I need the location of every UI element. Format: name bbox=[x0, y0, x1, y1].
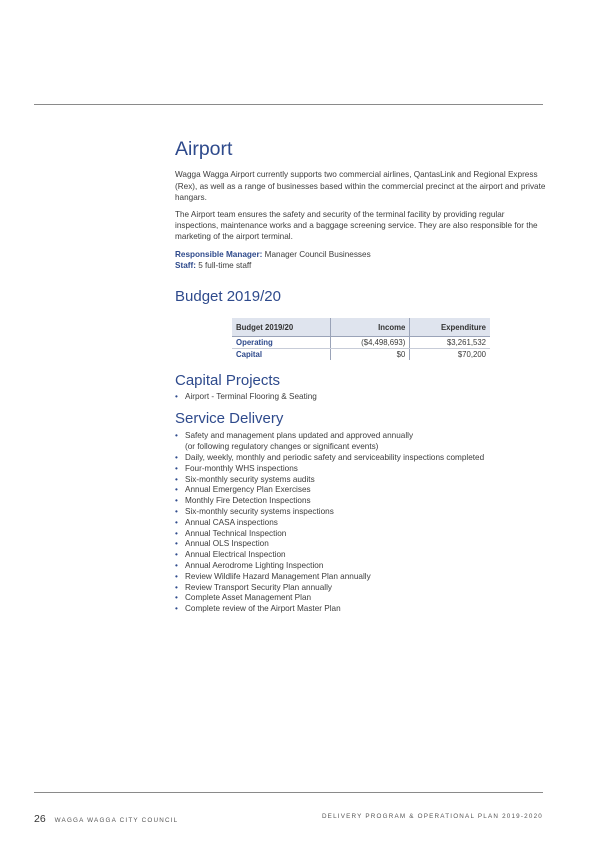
budget-row-income: $0 bbox=[330, 348, 410, 360]
list-item bbox=[175, 431, 547, 453]
service-delivery-list bbox=[175, 431, 547, 615]
budget-col-label: Budget 2019/20 bbox=[232, 318, 330, 337]
bottom-rule bbox=[34, 792, 543, 793]
responsible-manager-label: Responsible Manager: bbox=[175, 249, 263, 259]
list-item: • Review Wildlife Hazard Management Plan annually bbox=[175, 572, 547, 583]
budget-row-expenditure: $3,261,532 bbox=[410, 336, 490, 348]
responsible-manager-line bbox=[175, 249, 547, 260]
budget-table-header-row bbox=[232, 318, 490, 337]
budget-row-label: Capital bbox=[236, 349, 262, 359]
list-item-continuation: (or following regulatory changes or significant events) bbox=[185, 442, 379, 452]
list-item: • Airport - Terminal Flooring & Seating bbox=[175, 392, 547, 403]
list-item-text: Safety and management plans updated and approved annually bbox=[185, 431, 414, 441]
list-item: • Four-monthly WHS inspections bbox=[175, 464, 547, 475]
list-item: • Annual Emergency Plan Exercises bbox=[175, 485, 547, 496]
intro-paragraph-2: The Airport team ensures the safety and security of the terminal facility by providing regular inspections, maintenance works and a baggage screening service. They are also responsible for the marketing of the airport terminal. bbox=[175, 210, 538, 242]
staff-line bbox=[175, 260, 547, 271]
budget-heading: Budget 2019/20 bbox=[175, 287, 281, 305]
list-item: • Annual Aerodrome Lighting Inspection bbox=[175, 561, 547, 572]
page-title: Airport bbox=[175, 138, 233, 160]
responsible-manager-value: Manager Council Businesses bbox=[264, 249, 371, 259]
main-content bbox=[175, 138, 547, 615]
list-item: • Complete review of the Airport Master Plan bbox=[175, 604, 547, 615]
budget-col-expenditure: Expenditure bbox=[410, 318, 490, 337]
list-item: • Annual Technical Inspection bbox=[175, 529, 547, 540]
capital-projects-heading: Capital Projects bbox=[175, 371, 281, 389]
footer-document-title: DELIVERY PROGRAM & OPERATIONAL PLAN 2019-2020 bbox=[321, 813, 543, 820]
budget-row-income: ($4,498,693) bbox=[330, 336, 410, 348]
top-rule bbox=[34, 104, 543, 105]
intro-paragraph-1: Wagga Wagga Airport currently supports two commercial airlines, QantasLink and Regional Express (Rex), as well as a range of businesses based within the commercial precinct at the airport and private hangars. bbox=[175, 170, 546, 202]
capital-projects-list bbox=[175, 392, 547, 403]
list-item: • Daily, weekly, monthly and periodic safety and serviceability inspections completed bbox=[175, 453, 547, 464]
list-item: • Annual Electrical Inspection bbox=[175, 550, 547, 561]
budget-row-label: Operating bbox=[232, 336, 330, 348]
list-item: • Six-monthly security systems audits bbox=[175, 475, 547, 486]
budget-table bbox=[232, 318, 490, 360]
page-number: 26 bbox=[34, 813, 46, 825]
staff-label: Staff: bbox=[175, 260, 196, 270]
service-delivery-heading: Service Delivery bbox=[175, 410, 284, 428]
budget-col-income: Income bbox=[330, 318, 410, 337]
list-item: • Review Transport Security Plan annually bbox=[175, 583, 547, 594]
table-row bbox=[232, 348, 490, 360]
staff-value: 5 full-time staff bbox=[198, 260, 252, 270]
table-row bbox=[232, 336, 490, 348]
list-item: • Annual CASA inspections bbox=[175, 518, 547, 529]
list-item: • Six-monthly security systems inspections bbox=[175, 507, 547, 518]
list-item: • Complete Asset Management Plan bbox=[175, 593, 547, 604]
footer-left bbox=[34, 813, 178, 825]
budget-row-expenditure: $70,200 bbox=[410, 348, 490, 360]
list-item: • Monthly Fire Detection Inspections bbox=[175, 496, 547, 507]
list-item: • Annual OLS Inspection bbox=[175, 539, 547, 550]
footer-council-name: WAGGA WAGGA CITY COUNCIL bbox=[54, 817, 179, 824]
